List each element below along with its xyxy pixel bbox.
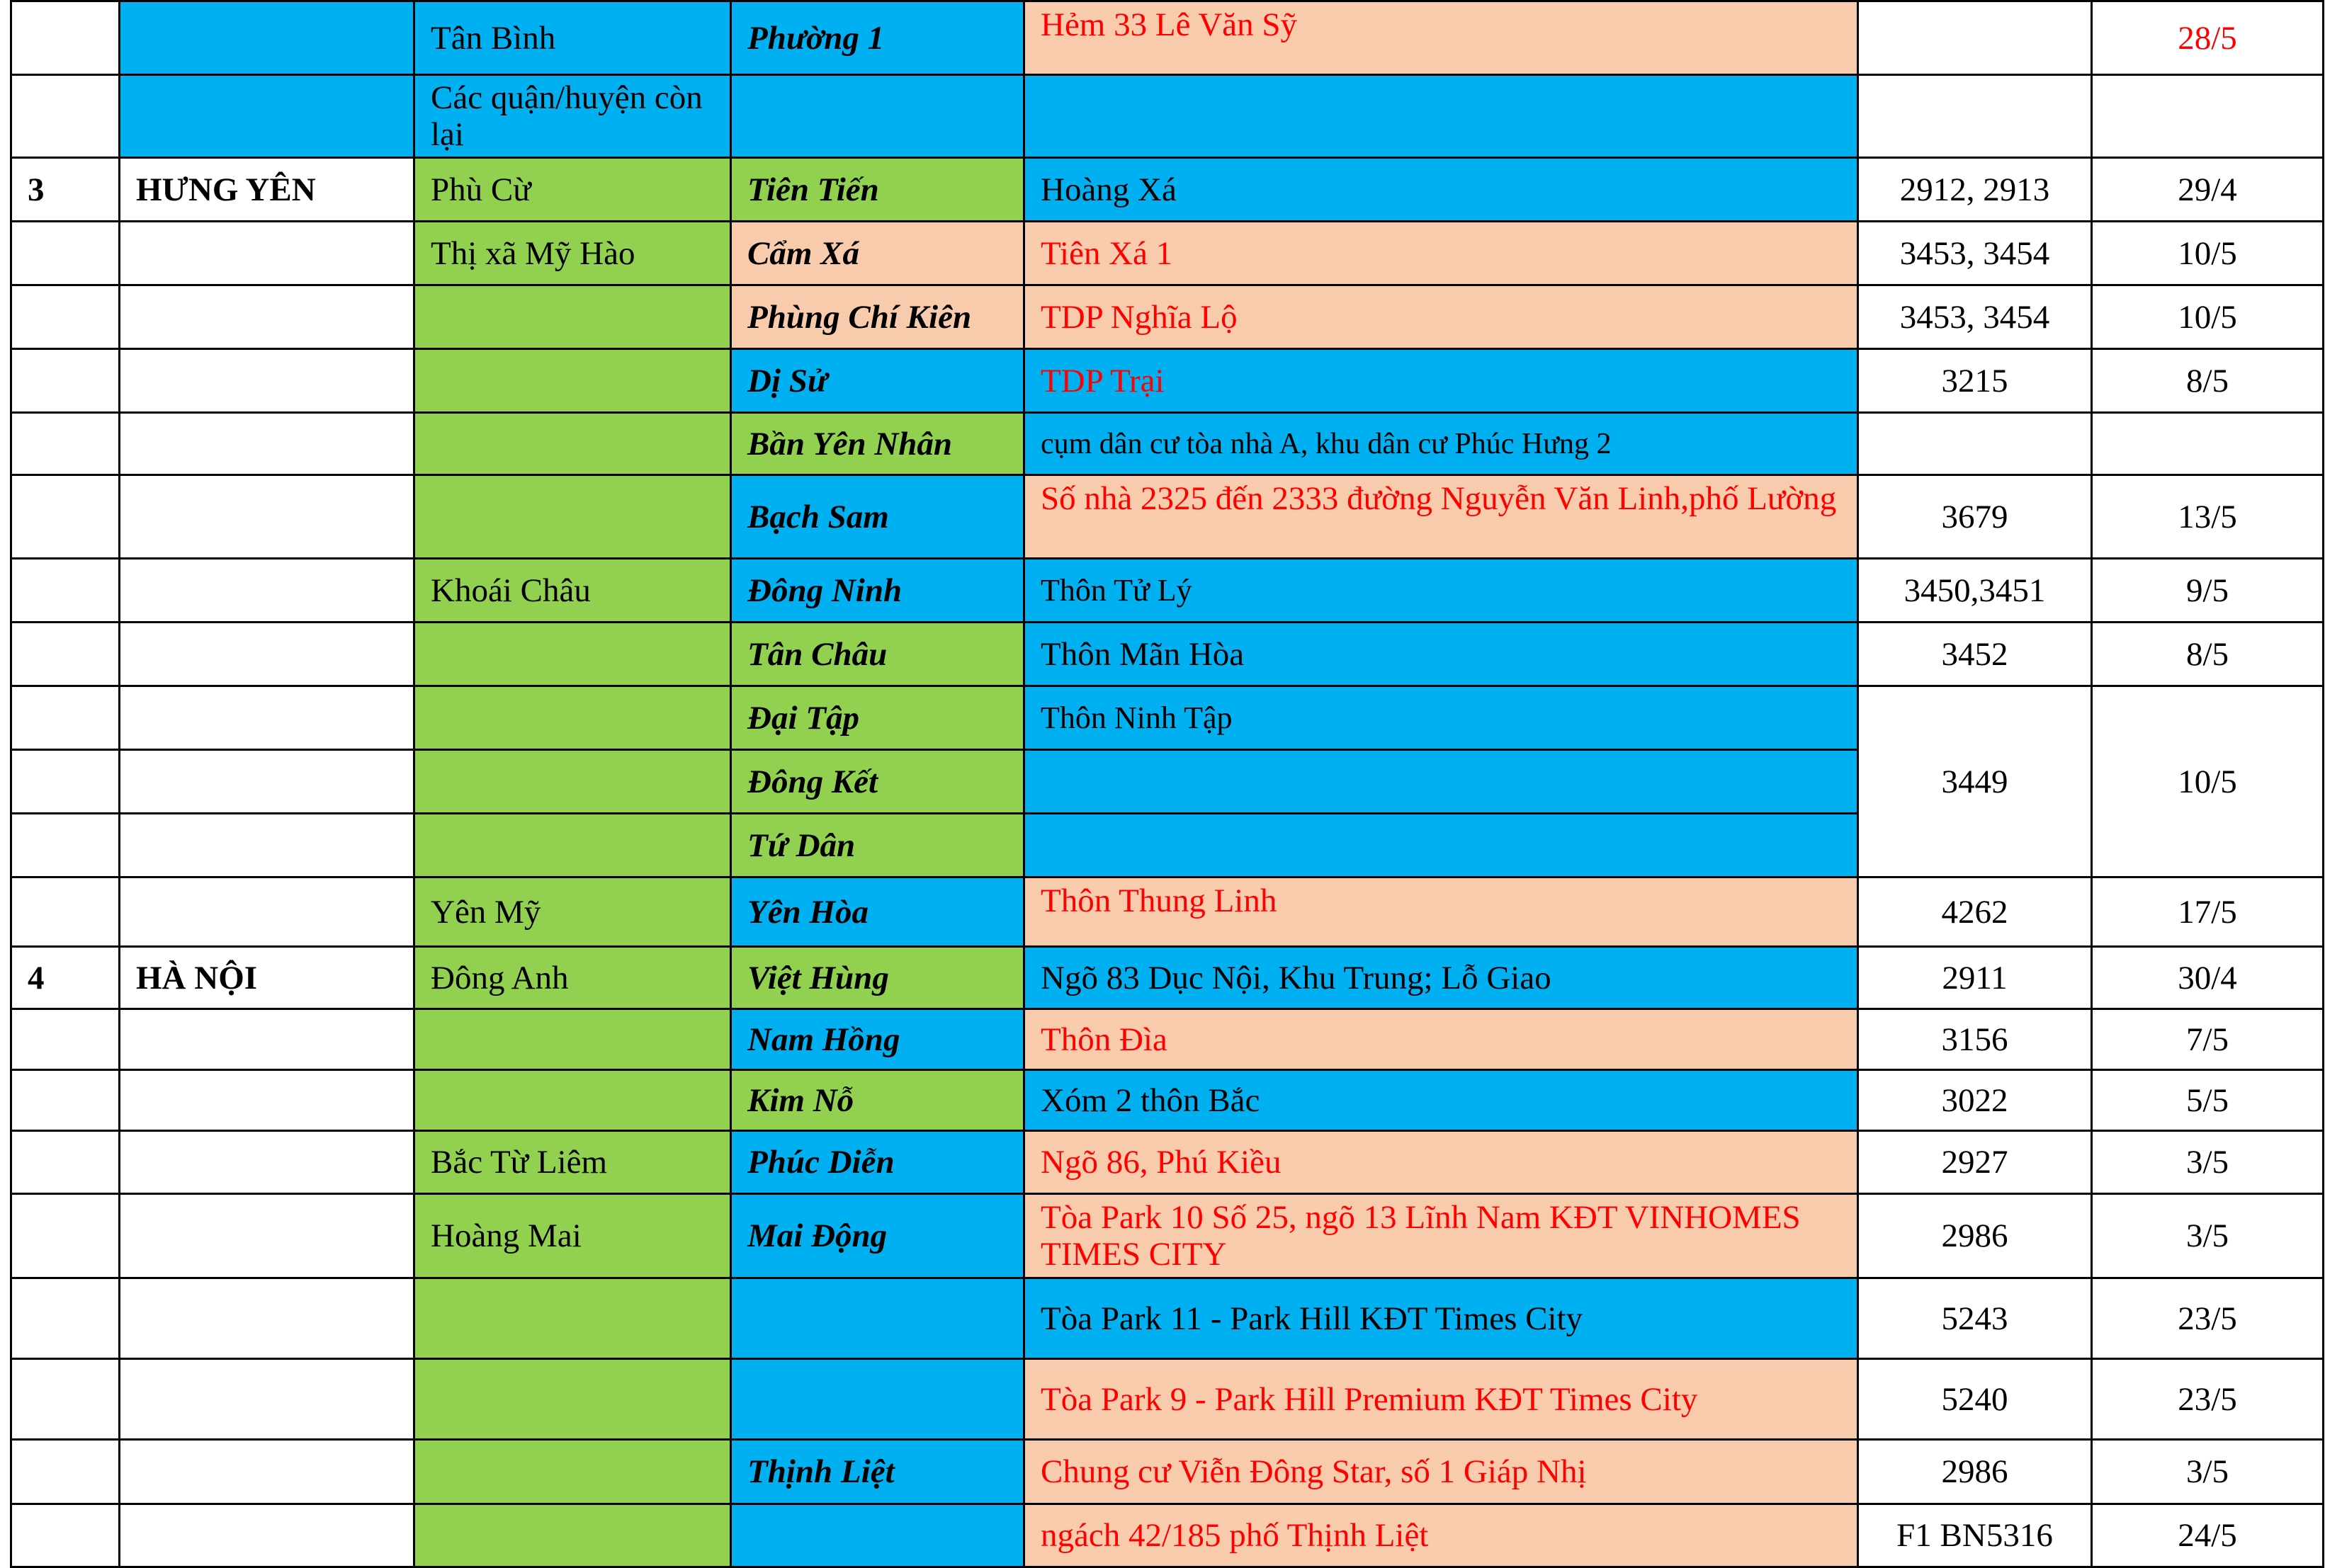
province-cell (120, 1, 414, 75)
stt-cell (11, 1, 120, 75)
location-cell: Thôn Đìa (1024, 1009, 1858, 1070)
stt-cell (11, 349, 120, 413)
code-cell: 5240 (1858, 1359, 2092, 1440)
province-cell (120, 686, 414, 750)
province-cell (120, 1009, 414, 1070)
code-cell: 3679 (1858, 475, 2092, 559)
code-cell: 2927 (1858, 1131, 2092, 1194)
location-cell: Thôn Ninh Tập (1024, 686, 1858, 750)
location-cell: Tòa Park 10 Số 25, ngõ 13 Lĩnh Nam KĐT VINHOMES TIMES CITY (1024, 1194, 1858, 1278)
stt-cell (11, 1359, 120, 1440)
ward-cell (731, 1278, 1024, 1359)
province-cell (120, 559, 414, 623)
stt-cell (11, 814, 120, 877)
province-cell (120, 1278, 414, 1359)
table-row (11, 947, 2324, 1009)
ward-cell: Yên Hòa (731, 877, 1024, 947)
code-cell: 2911 (1858, 947, 2092, 1009)
stt-cell (11, 222, 120, 285)
location-cell (1024, 75, 1858, 158)
date-cell: 28/5 (2092, 1, 2324, 75)
location-cell: Tòa Park 9 - Park Hill Premium KĐT Times City (1024, 1359, 1858, 1440)
ward-cell: Nam Hồng (731, 1009, 1024, 1070)
table-row (11, 1070, 2324, 1131)
location-cell (1024, 750, 1858, 814)
ward-cell: Đông Ninh (731, 559, 1024, 623)
stt-cell (11, 1009, 120, 1070)
stt-cell (11, 559, 120, 623)
table-row (11, 349, 2324, 413)
province-cell (120, 475, 414, 559)
code-cell: 3453, 3454 (1858, 222, 2092, 285)
location-cell: Ngõ 83 Dục Nội, Khu Trung; Lỗ Giao (1024, 947, 1858, 1009)
date-cell: 13/5 (2092, 475, 2324, 559)
table-row (11, 222, 2324, 285)
date-cell: 3/5 (2092, 1131, 2324, 1194)
stt-cell (11, 1278, 120, 1359)
code-cell: F1 BN5316 (1858, 1504, 2092, 1567)
province-cell (120, 1440, 414, 1504)
ward-cell: Đông Kết (731, 750, 1024, 814)
stt-cell (11, 877, 120, 947)
stt-cell (11, 1440, 120, 1504)
ward-cell: Mai Động (731, 1194, 1024, 1278)
table-row (11, 1, 2324, 75)
code-cell: 2986 (1858, 1440, 2092, 1504)
province-cell (120, 75, 414, 158)
ward-cell (731, 1359, 1024, 1440)
table-row (11, 75, 2324, 158)
table-row (11, 158, 2324, 222)
table-row (11, 1194, 2324, 1278)
location-cell: cụm dân cư tòa nhà A, khu dân cư Phúc Hưng 2 (1024, 413, 1858, 475)
province-cell (120, 222, 414, 285)
stt-cell (11, 686, 120, 750)
stt-cell (11, 285, 120, 349)
district-cell: Phù Cừ (414, 158, 731, 222)
province-cell (120, 349, 414, 413)
code-cell: 3453, 3454 (1858, 285, 2092, 349)
ward-cell: Kim Nỗ (731, 1070, 1024, 1131)
date-cell: 23/5 (2092, 1359, 2324, 1440)
province-cell (120, 1131, 414, 1194)
district-cell (414, 814, 731, 877)
district-cell: Hoàng Mai (414, 1194, 731, 1278)
district-cell: Các quận/huyện còn lại (414, 75, 731, 158)
table-row (11, 686, 2324, 750)
ward-cell: Phúc Diễn (731, 1131, 1024, 1194)
district-cell: Bắc Từ Liêm (414, 1131, 731, 1194)
stt-cell: 3 (11, 158, 120, 222)
ward-cell (731, 75, 1024, 158)
code-cell (1858, 1, 2092, 75)
ward-cell: Đại Tập (731, 686, 1024, 750)
ward-cell: Việt Hùng (731, 947, 1024, 1009)
ward-cell: Tứ Dân (731, 814, 1024, 877)
location-cell: Thôn Tử Lý (1024, 559, 1858, 623)
district-cell (414, 1070, 731, 1131)
outbreak-table (10, 0, 2324, 1568)
province-cell (120, 750, 414, 814)
table-row (11, 1131, 2324, 1194)
date-cell: 8/5 (2092, 623, 2324, 686)
stt-cell (11, 1194, 120, 1278)
stt-cell (11, 475, 120, 559)
date-cell: 3/5 (2092, 1440, 2324, 1504)
district-cell (414, 1504, 731, 1567)
code-cell: 3156 (1858, 1009, 2092, 1070)
table-row (11, 1504, 2324, 1567)
date-cell: 29/4 (2092, 158, 2324, 222)
district-cell: Tân Bình (414, 1, 731, 75)
location-cell: Xóm 2 thôn Bắc (1024, 1070, 1858, 1131)
district-cell: Khoái Châu (414, 559, 731, 623)
district-cell (414, 475, 731, 559)
location-cell: Thôn Mãn Hòa (1024, 623, 1858, 686)
location-cell (1024, 814, 1858, 877)
province-cell (120, 623, 414, 686)
district-cell (414, 349, 731, 413)
ward-cell: Phường 1 (731, 1, 1024, 75)
date-cell: 24/5 (2092, 1504, 2324, 1567)
code-cell: 2912, 2913 (1858, 158, 2092, 222)
table-row (11, 1009, 2324, 1070)
code-cell (1858, 75, 2092, 158)
table-row (11, 877, 2324, 947)
ward-cell: Tân Châu (731, 623, 1024, 686)
district-cell (414, 686, 731, 750)
stt-cell (11, 623, 120, 686)
code-cell: 5243 (1858, 1278, 2092, 1359)
stt-cell (11, 1131, 120, 1194)
table-row (11, 413, 2324, 475)
district-cell (414, 285, 731, 349)
province-cell (120, 1504, 414, 1567)
ward-cell: Bạch Sam (731, 475, 1024, 559)
province-cell: HÀ NỘI (120, 947, 414, 1009)
date-cell: 5/5 (2092, 1070, 2324, 1131)
stt-cell (11, 413, 120, 475)
district-cell (414, 750, 731, 814)
stt-cell (11, 750, 120, 814)
ward-cell: Thịnh Liệt (731, 1440, 1024, 1504)
date-cell: 3/5 (2092, 1194, 2324, 1278)
table-row (11, 623, 2324, 686)
date-cell: 9/5 (2092, 559, 2324, 623)
code-cell (1858, 413, 2092, 475)
location-cell: TDP Nghĩa Lộ (1024, 285, 1858, 349)
district-cell (414, 1009, 731, 1070)
province-cell (120, 814, 414, 877)
stt-cell (11, 75, 120, 158)
province-cell (120, 1194, 414, 1278)
code-cell: 2986 (1858, 1194, 2092, 1278)
stt-cell (11, 1504, 120, 1567)
table-row (11, 559, 2324, 623)
location-cell: Tiên Xá 1 (1024, 222, 1858, 285)
province-cell (120, 1070, 414, 1131)
ward-cell: Phùng Chí Kiên (731, 285, 1024, 349)
code-cell: 3215 (1858, 349, 2092, 413)
district-cell (414, 1359, 731, 1440)
location-cell: TDP Trại (1024, 349, 1858, 413)
district-cell (414, 623, 731, 686)
stt-cell: 4 (11, 947, 120, 1009)
code-cell: 3449 (1858, 686, 2092, 877)
district-cell: Thị xã Mỹ Hào (414, 222, 731, 285)
code-cell: 3022 (1858, 1070, 2092, 1131)
code-cell: 4262 (1858, 877, 2092, 947)
stt-cell (11, 1070, 120, 1131)
district-cell: Yên Mỹ (414, 877, 731, 947)
date-cell: 10/5 (2092, 686, 2324, 877)
district-cell (414, 1278, 731, 1359)
location-cell: Hoàng Xá (1024, 158, 1858, 222)
province-cell (120, 877, 414, 947)
date-cell: 10/5 (2092, 285, 2324, 349)
date-cell: 30/4 (2092, 947, 2324, 1009)
table-row (11, 1359, 2324, 1440)
district-cell: Đông Anh (414, 947, 731, 1009)
location-cell: Tòa Park 11 - Park Hill KĐT Times City (1024, 1278, 1858, 1359)
location-cell: Thôn Thung Linh (1024, 877, 1858, 947)
date-cell: 23/5 (2092, 1278, 2324, 1359)
location-cell: Chung cư Viễn Đông Star, số 1 Giáp Nhị (1024, 1440, 1858, 1504)
province-cell (120, 1359, 414, 1440)
date-cell: 10/5 (2092, 222, 2324, 285)
table-row (11, 1278, 2324, 1359)
district-cell (414, 413, 731, 475)
location-cell: ngách 42/185 phố Thịnh Liệt (1024, 1504, 1858, 1567)
ward-cell: Cẩm Xá (731, 222, 1024, 285)
table-row (11, 285, 2324, 349)
date-cell: 7/5 (2092, 1009, 2324, 1070)
date-cell (2092, 75, 2324, 158)
location-cell: Hẻm 33 Lê Văn Sỹ (1024, 1, 1858, 75)
table-row (11, 475, 2324, 559)
district-cell (414, 1440, 731, 1504)
ward-cell: Dị Sử (731, 349, 1024, 413)
date-cell: 8/5 (2092, 349, 2324, 413)
date-cell: 17/5 (2092, 877, 2324, 947)
province-cell: HƯNG YÊN (120, 158, 414, 222)
code-cell: 3452 (1858, 623, 2092, 686)
ward-cell (731, 1504, 1024, 1567)
location-cell: Số nhà 2325 đến 2333 đường Nguyễn Văn Linh,phố Lường (1024, 475, 1858, 559)
province-cell (120, 285, 414, 349)
code-cell: 3450,3451 (1858, 559, 2092, 623)
date-cell (2092, 413, 2324, 475)
province-cell (120, 413, 414, 475)
table-row (11, 1440, 2324, 1504)
ward-cell: Tiên Tiến (731, 158, 1024, 222)
location-cell: Ngõ 86, Phú Kiều (1024, 1131, 1858, 1194)
ward-cell: Bần Yên Nhân (731, 413, 1024, 475)
